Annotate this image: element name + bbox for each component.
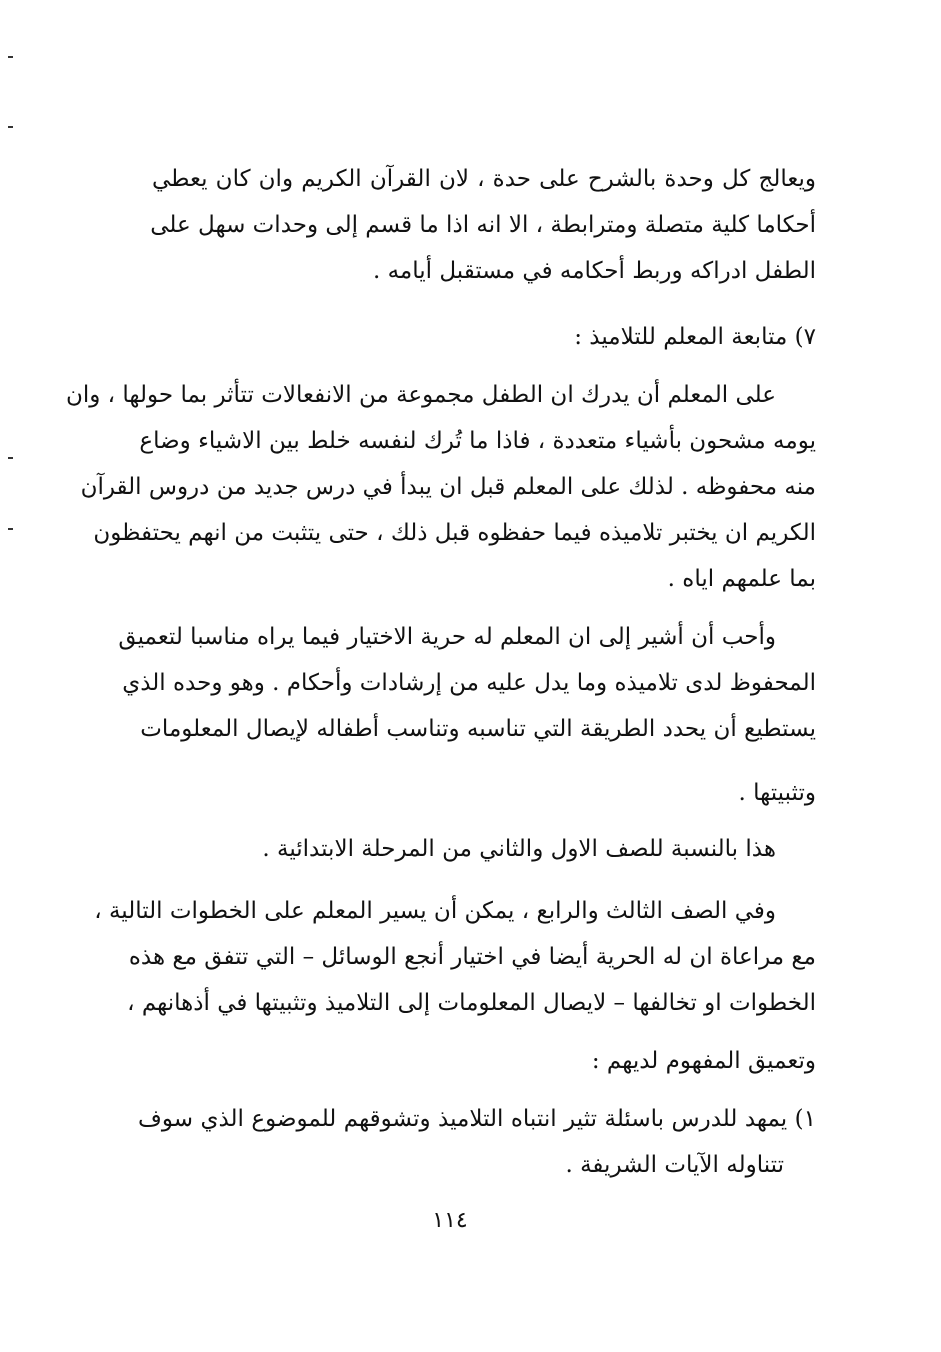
text-line: مع مراعاة ان له الحرية أيضا في اختيار أنجع الوسائل – التي تتفق مع هذه [128, 944, 816, 970]
text-line: المحفوظ لدى تلاميذه وما يدل عليه من إرشادات وأحكام . وهو وحده الذي [122, 670, 816, 696]
text-line: وتثبيتها . [738, 780, 816, 806]
text-line: الخطوات او تخالفها – لايصال المعلومات إلى التلاميذ وتثبيتها في أذهانهم ، [127, 990, 816, 1016]
scan-mark [8, 126, 13, 128]
text-line: ويعالج كل وحدة بالشرح على حدة ، لان القرآن الكريم وان كان يعطي [152, 166, 816, 192]
text-line: وتعميق المفهوم لديهم : [591, 1048, 816, 1074]
scan-mark [8, 457, 13, 459]
text-line: منه محفوظه . لذلك على المعلم قبل ان يبدأ في درس جديد من دروس القرآن [80, 474, 816, 500]
text-line: وفي الصف الثالث والرابع ، يمكن أن يسير المعلم على الخطوات التالية ، [94, 898, 776, 924]
page-number: ١١٤ [432, 1208, 468, 1233]
list-item: ١) يمهد للدرس باسئلة تثير انتباه التلاميذ وتشوقهم للموضوع الذي سوف [138, 1106, 816, 1132]
section-heading: ٧) متابعة المعلم للتلاميذ : [574, 324, 816, 350]
text-line: الكريم ان يختبر تلاميذه فيما حفظوه قبل ذلك ، حتى يتثبت من انهم يحتفظون [93, 520, 816, 546]
text-line: يستطيع أن يحدد الطريقة التي تناسبه وتناسب أطفاله لإيصال المعلومات [140, 716, 816, 742]
list-item-continuation: تتناوله الآيات الشريفة . [565, 1152, 784, 1178]
text-line: بما علمهم اياه . [667, 566, 816, 592]
text-line: هذا بالنسبة للصف الاول والثاني من المرحلة الابتدائية . [262, 836, 776, 862]
scan-mark [8, 528, 13, 530]
text-line: وأحب أن أشير إلى ان المعلم له حرية الاختيار فيما يراه مناسبا لتعميق [118, 624, 776, 650]
text-line: الطفل ادراكه وربط أحكامه في مستقبل أيامه . [372, 258, 816, 284]
text-line: على المعلم أن يدرك ان الطفل مجموعة من الانفعالات تتأثر بما حولها ، وان [65, 382, 776, 408]
text-line: يومه مشحون بأشياء متعددة ، فاذا ما تُرك لنفسه خلط بين الاشياء وضاع [139, 428, 816, 454]
text-line: أحكاما كلية متصلة ومترابطة ، الا انه اذا ما قسم إلى وحدات سهل على [150, 212, 816, 238]
scan-mark [8, 56, 13, 58]
